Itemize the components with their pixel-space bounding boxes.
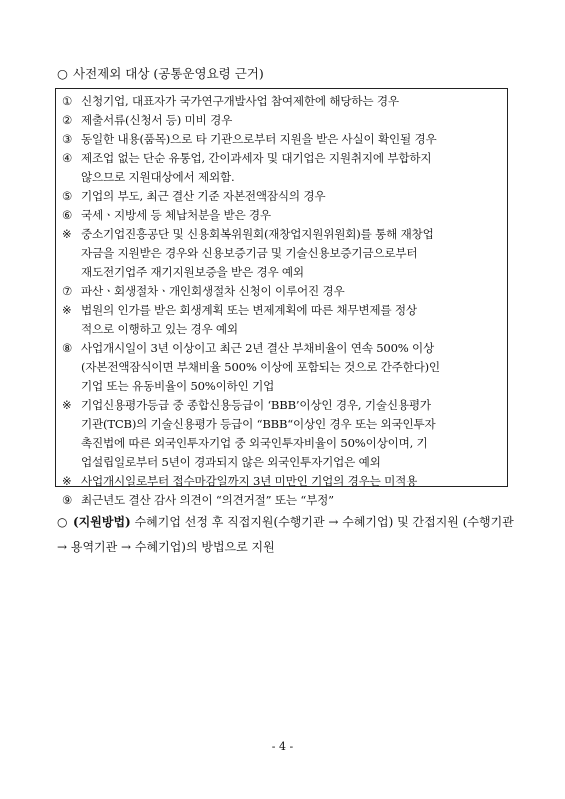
criteria-line bbox=[62, 377, 501, 396]
criteria-text: 제출서류(신청서 등) 미비 경우 bbox=[81, 113, 233, 127]
criteria-text: 사업개시일이 3년 이상이고 최근 2년 결산 부채비율이 연속 500% 이상 bbox=[81, 341, 435, 355]
circle-bullet: ○ bbox=[57, 66, 68, 81]
criteria-text: 적으로 이행하고 있는 경우 예외 bbox=[81, 322, 238, 336]
criteria-marker: ④ bbox=[62, 151, 73, 165]
criteria-marker: ⑤ bbox=[62, 189, 73, 203]
criteria-text: 기업신용평가등급 중 종합신용등급이 ‘BBB’이상인 경우, 기술신용평가 bbox=[81, 398, 431, 412]
criteria-line bbox=[62, 358, 501, 377]
criteria-line bbox=[62, 92, 501, 111]
exclusion-criteria-box bbox=[55, 88, 508, 507]
criteria-marker: ⑧ bbox=[62, 341, 73, 355]
criteria-text: 자금을 지원받은 경우와 신용보증기금 및 기술신용보증기금으로부터 bbox=[81, 246, 418, 260]
criteria-text: (자본전액잠식이면 부채비율 500% 이상에 포함되는 것으로 간주한다)인 bbox=[81, 360, 440, 374]
criteria-line bbox=[62, 434, 501, 453]
criteria-text: 업설립일로부터 5년이 경과되지 않은 외국인투자기업은 예외 bbox=[81, 455, 381, 469]
criteria-line bbox=[62, 130, 501, 149]
criteria-marker: ① bbox=[62, 94, 73, 108]
criteria-line bbox=[62, 206, 501, 225]
criteria-line bbox=[62, 339, 501, 358]
criteria-line bbox=[62, 168, 501, 187]
criteria-line bbox=[62, 396, 501, 415]
criteria-marker: ※ bbox=[62, 398, 72, 412]
criteria-text: 중소기업진흥공단 및 신용회복위원회(재창업지원위원회)를 통해 재창업 bbox=[81, 227, 434, 241]
criteria-text: 국세ㆍ지방세 등 체납처분을 받은 경우 bbox=[81, 208, 271, 222]
criteria-text: 기관(TCB)의 기술신용평가 등급이 “BBB“이상인 경우 또는 외국인투자 bbox=[81, 417, 436, 431]
criteria-marker: ※ bbox=[62, 303, 72, 317]
criteria-line bbox=[62, 282, 501, 301]
criteria-line bbox=[62, 111, 501, 130]
criteria-line bbox=[62, 301, 501, 320]
criteria-line bbox=[62, 320, 501, 339]
criteria-text: 않으므로 지원대상에서 제외함. bbox=[81, 170, 235, 184]
criteria-line bbox=[62, 472, 501, 491]
criteria-marker: ※ bbox=[62, 474, 72, 488]
criteria-text: 최근년도 결산 감사 의견이 “의견거절” 또는 “부정” bbox=[81, 493, 334, 507]
criteria-line bbox=[62, 491, 501, 510]
criteria-marker: ③ bbox=[62, 132, 73, 146]
criteria-line bbox=[62, 244, 501, 263]
criteria-marker: ※ bbox=[62, 227, 72, 241]
criteria-text: 파산ㆍ회생절차ㆍ개인회생절차 신청이 이루어진 경우 bbox=[81, 284, 345, 298]
criteria-marker: ⑨ bbox=[62, 493, 73, 507]
criteria-text: 법원의 인가를 받은 회생계획 또는 변제계획에 따른 채무변제를 정상 bbox=[81, 303, 417, 317]
criteria-text: 동일한 내용(품목)으로 타 기관으로부터 지원을 받은 사실이 확인될 경우 bbox=[81, 132, 437, 146]
circle-bullet: ○ bbox=[57, 515, 68, 529]
criteria-line bbox=[62, 415, 501, 434]
criteria-text: 사업개시일로부터 접수마감일까지 3년 미만인 기업의 경우는 미적용 bbox=[81, 474, 418, 488]
criteria-line bbox=[62, 225, 501, 244]
section-heading bbox=[57, 66, 264, 82]
criteria-text: 촉진법에 따른 외국인투자기업 중 외국인투자비율이 50%이상이며, 기 bbox=[81, 436, 428, 450]
criteria-text: 신청기업, 대표자가 국가연구개발사업 참여제한에 해당하는 경우 bbox=[81, 94, 399, 108]
support-method-paragraph bbox=[57, 510, 517, 560]
criteria-text: 기업의 부도, 최근 결산 기준 자본전액잠식의 경우 bbox=[81, 189, 326, 203]
criteria-text: 제조업 없는 단순 유통업, 간이과세자 및 대기업은 지원취지에 부합하지 bbox=[81, 151, 432, 165]
support-method-label: (지원방법) bbox=[73, 515, 131, 529]
support-method-text: 수혜기업 선정 후 직접지원(수행기관 → 수혜기업) 및 간접지원 (수행기관 → 용역기관 → 수혜기업)의 방법으로 지원 bbox=[57, 515, 514, 554]
criteria-line bbox=[62, 187, 501, 206]
criteria-line bbox=[62, 263, 501, 282]
criteria-marker: ⑥ bbox=[62, 208, 73, 222]
criteria-line bbox=[62, 149, 501, 168]
criteria-text: 재도전기업주 재기지원보증을 받은 경우 예외 bbox=[81, 265, 304, 279]
criteria-marker: ② bbox=[62, 113, 73, 127]
criteria-text: 기업 또는 유동비율이 50%이하인 기업 bbox=[81, 379, 275, 393]
page-number: - 4 - bbox=[271, 740, 294, 753]
criteria-marker: ⑦ bbox=[62, 284, 73, 298]
section-title: 사전제외 대상 (공통운영요령 근거) bbox=[73, 66, 264, 81]
criteria-line bbox=[62, 453, 501, 472]
